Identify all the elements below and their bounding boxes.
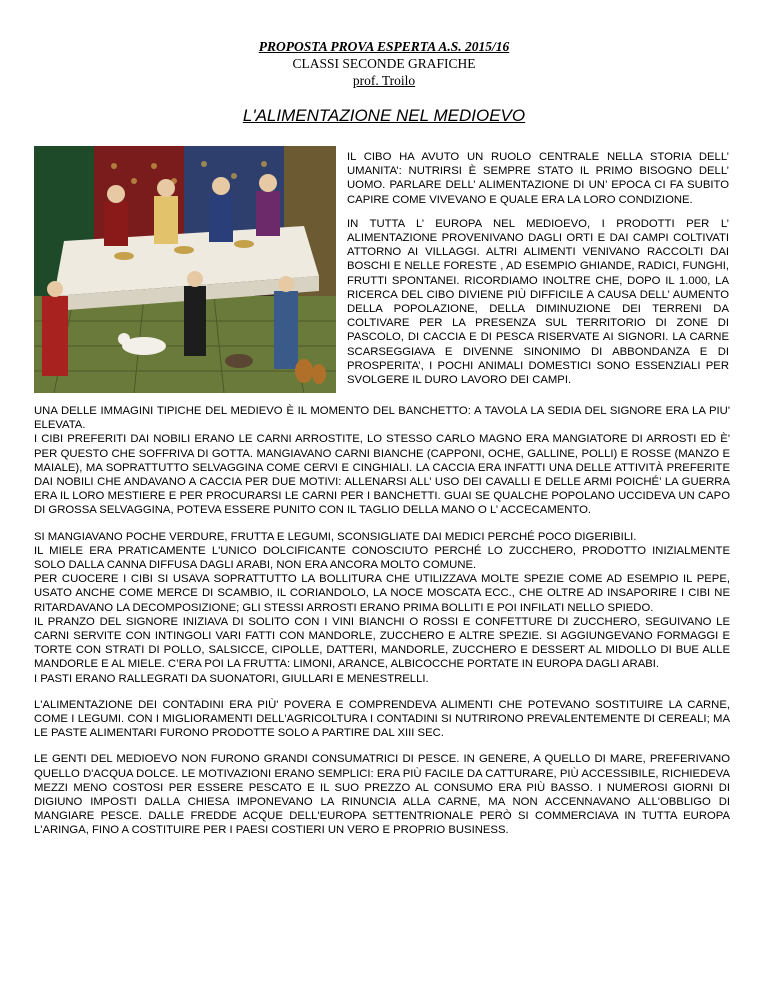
- text-line: I PASTI ERANO RALLEGRATI DA SUONATORI, GIULLARI E MENESTRELLI.: [34, 672, 429, 685]
- intro-paragraph: IL CIBO HA AVUTO UN RUOLO CENTRALE NELLA STORIA DELL’ UMANITA’: NUTRIRSI È SEMPRE STATO IL PRIMO BISOGNO DELL’ UOMO. PARLARE DELL’ ALIMENTAZIONE DI UN’ EPOCA CI FA SUBITO CAPIRE COME VIVEVANO E QUALE ERA LA LORO CONDIZIONE.: [347, 151, 729, 206]
- document-header: [0, 38, 768, 89]
- text-line: SI MANGIAVANO POCHE VERDURE, FRUTTA E LEGUMI, SCONSIGLIATE DAI MEDICI PERCHÉ POCO DIGERIBILI.: [34, 530, 637, 543]
- header-classes: CLASSI SECONDE GRAFICHE: [292, 56, 476, 71]
- text-line: UNA DELLE IMMAGINI TIPICHE DEL MEDIEVO È IL MOMENTO DEL BANCHETTO: A TAVOLA LA SEDIA DEL SIGNORE ERA LA PIU' ELEVATA.: [34, 405, 730, 432]
- text-line: IL PRANZO DEL SIGNORE INIZIAVA DI SOLITO CON I VINI BIANCHI O ROSSI E CONFETTURE DI ZUCCHERO, SEGUIVANO LE CARNI SERVITE CON INTINGOLI VARI FATTI CON MANDORLE, ZUCCHERO E ALTRE SPEZIE. SI AGGIUNGEVANO FORMAGGI E TORTE CON STRATI DI POLLO, SALSICCE, CIPOLLE, DATTERI, MANDORLE, ZUCCHERO E DESSERT AL MIDOLLO DI BUE ALLE MANDORLE E AL MIELE. C’ERA POI LA FRUTTA: LIMONI, ARANCE, ALBICOCCHE PORTATE IN EUROPA DAGLI ARABI.: [34, 615, 730, 671]
- text-line: PER CUOCERE I CIBI SI USAVA SOPRATTUTTO LA BOLLITURA CHE UTILIZZAVA MOLTE SPEZIE COME AD ESEMPIO IL PEPE, USATO ANCHE COME MERCE DI SCAMBIO, IL CORIANDOLO, LA NOCE MOSCATA ECC., CHE OLTRE AD INSAPORIRE I CIBI NE RITARDAVANO LA DECOMPOSIZIONE; GLI STESSI ARROSTI ERANO PRIMA BOLLITI E POI INFILATI NELLO SPIEDO.: [34, 573, 730, 614]
- verdure-paragraph: [34, 530, 730, 686]
- contadini-paragraph: L'ALIMENTAZIONE DEI CONTADINI ERA PIÙ' POVERA E COMPRENDEVA ALIMENTI CHE POTEVANO SOSTITUIRE LA CARNE, COME I LEGUMI. CON I MIGLIORAMENTI DELL'AGRICOLTURA I CONTADINI SI NUTRIRONO PREVALENTEMENTE DI CEREALI; MA LE PASTE ALIMENTARI FURONO PRODOTTE SOLO A PARTIRE DAL XIII SEC.: [34, 698, 730, 740]
- text-line: I CIBI PREFERITI DAI NOBILI ERANO LE CARNI ARROSTITE, LO STESSO CARLO MAGNO ERA MANGIATORE DI ARROSTI ED È' PER QUESTO CHE SOFFRIVA DI GOTTA. MANGIAVANO CARNI BIANCHE (CAPPONI, OCHE, GALLINE, POLLI) E ROSSE (MANZO E MAIALE), MA SOPRATTUTTO SELVAGGINA COME CERVI E CINGHIALI. LA CACCIA ERA INFATTI UNA DELLE ATTIVITÀ PREFERITE DAI NOBILI CHE ANDAVANO A CACCIA PER DUE MOTIVI: ALLENARSI ALL’ USO DEI CAVALLI E DELLE ARMI POICHÉ’ LA GUERRA ERA IL LORO MESTIERE E PER PROCURARSI LE CARNI PER I BANCHETTI. GUAI SE QUALCHE POPOLANO UCCIDEVA UN CAPO DI GROSSA SELVAGGINA, POTEVA ESSERE PUNITO CON IL TAGLIO DELLA MANO O L’ ACCECAMENTO.: [34, 433, 730, 517]
- europe-paragraph: IN TUTTA L’ EUROPA NEL MEDIOEVO, I PRODOTTI PER L’ ALIMENTAZIONE PROVENIVANO DAGLI ORTI E DAI CAMPI COLTIVATI ATTORNO AI VILLAGGI. ALTRI ALIMENTI VENIVANO RACCOLTI DAI BOSCHI E NELLE FORESTE , AD ESEMPIO GHIANDE, RADICI, FUNGHI, FRUTTI SPONTANEI. RICORDIAMO INOLTRE CHE, DOPO IL 1.000, LA RICERCA DEL CIBO DIVIENE PIÙ DIFFICILE A CAUSA DELL’ AUMENTO DELLA POPOLAZIONE, DELLA DIMINUZIONE DEI TERRENI DA COLTIVARE PER LA PRESENZA SUL TERRITORIO DI ZONE DI PASCOLO, DI CACCIA E DI PESCA RISERVATE AI SIGNORI. LA CARNE SCARSEGGIAVA E DIVENNE SINONIMO DI ABBONDANZA E DI PROSPERITA’, I POCHI ANIMALI DOMESTICI SONO ESSENZIALI PER SVOLGERE IL DURO LAVORO DEI CAMPI.: [347, 217, 729, 387]
- banchetto-paragraph: [34, 404, 730, 518]
- text-line: IL MIELE ERA PRATICAMENTE L'UNICO DOLCIFICANTE CONOSCIUTO PERCHÉ LO ZUCCHERO, PRODOTTO INIZIALMENTE SOLO DALLA CANNA DIFFUSA DAGLI ARABI, NON ERA ANCORA MOLTO COMUNE.: [34, 544, 730, 572]
- header-teacher: prof. Troilo: [352, 73, 416, 88]
- medieval-banquet-illustration: [34, 146, 336, 393]
- intro-column: [347, 150, 729, 397]
- pesce-paragraph: LE GENTI DEL MEDIOEVO NON FURONO GRANDI CONSUMATRICI DI PESCE. IN GENERE, A QUELLO DI MARE, PREFERIVANO QUELLO D'ACQUA DOLCE. LE MOTIVAZIONI ERANO SEMPLICI: ERA PIÙ FACILE DA CATTURARE, PIÙ ACCESSIBILE, RICHIEDEVA MEZZI MENO COSTOSI PER ESSERE PESCATO E IL SUO PREZZO AL CONSUMO ERA PIÙ BASSO. I NUMEROSI GIORNI DI DIGIUNO IMPOSTI DALLA CHIESA IMPONEVANO LA RINUNCIA ALLA CARNE, MA NON ACCENNAVANO ALL'OBBLIGO DI MANGIARE PESCE. DALLE FREDDE ACQUE DELL'EUROPA SETTENTRIONALE PERÒ SI COMMERCIAVA IN TUTTA EUROPA L'ARINGA, FINO A COSTITUIRE PER I PAESI COSTIERI UN VERO E PROPRIO BUSINESS.: [34, 753, 730, 837]
- main-text: [34, 404, 730, 850]
- header-exam-title: PROPOSTA PROVA ESPERTA A.S. 2015/16: [258, 39, 510, 54]
- page-title: L'ALIMENTAZIONE NEL MEDIOEVO: [242, 106, 526, 125]
